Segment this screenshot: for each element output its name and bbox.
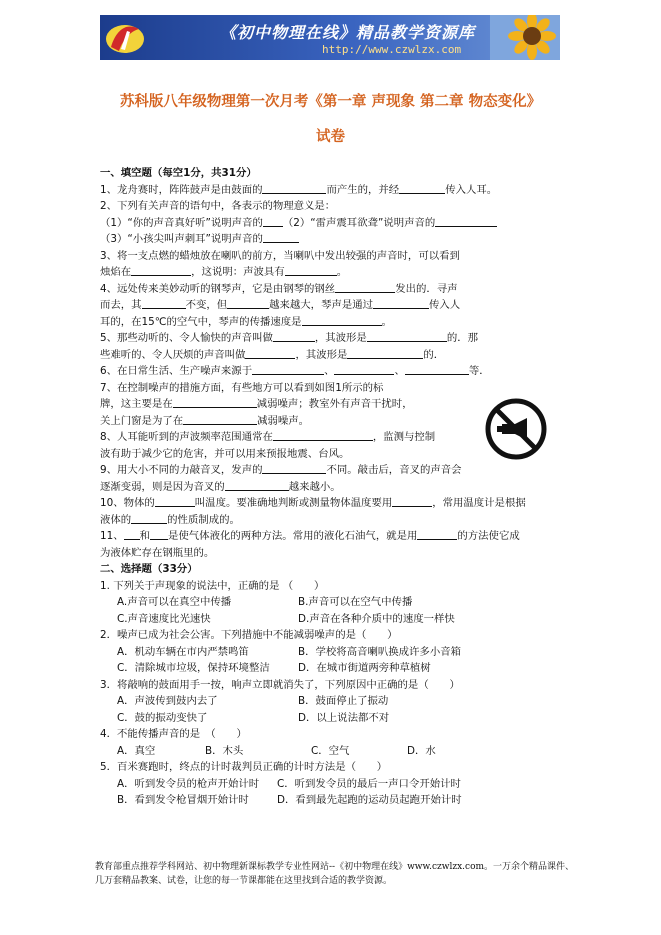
option-row: A.声音可以在真空中传播 B.声音可以在空气中传播 (117, 596, 413, 608)
option-row: C.声音速度比光速快 D.声音在各种介质中的速度一样快 (117, 612, 455, 625)
question-line: 4、远处传来美妙动听的钢琴声，它是由钢琴的钢丝 发出的．寻声 (100, 282, 458, 295)
no-horn-sign-icon (485, 398, 547, 460)
option-row: B．看到发令枪冒烟开始计时 D．看到最先起跑的运动员起跑开始计时 (117, 794, 462, 806)
sunflower-icon (490, 15, 560, 60)
question-line: 3．将敲响的鼓面用手一按，响声立即就消失了，下列原因中正确的是（ ） (100, 678, 460, 691)
section-choice-heading: 二、选择题（33分） (100, 563, 198, 575)
banner-title: 《初中物理在线》精品教学资源库 (220, 23, 476, 42)
question-line: 5．百米赛跑时，终点的计时裁判员正确的计时方法是（ ） (100, 761, 388, 773)
question-line: 液体的 的性质制成的。 (100, 513, 240, 526)
question-line: 7、在控制噪声的措施方面，有些地方可以看到如图1所示的标 (100, 381, 384, 394)
question-line: 耳的，在15℃的空气中，琴声的传播速度是 。 (100, 315, 392, 328)
section-fill-heading: 一、填空题（每空1分，共31分） (100, 167, 257, 179)
question-line: 牌，这主要是在 减弱噪声；教室外有声音干扰时， (100, 398, 413, 410)
exam-body (100, 165, 570, 809)
banner (100, 15, 560, 60)
question-line: 3、将一支点燃的蜡烛放在喇叭的前方，当喇叭中发出较强的声音时，可以看到 (100, 249, 460, 262)
question-line: 些难听的、令人厌烦的声音叫做 ，其波形是 的． (100, 348, 445, 361)
question-line: （1）“你的声音真好听”说明声音的 （2）“雷声震耳欲聋”说明声音的 (100, 215, 570, 232)
question-line: （3）“小孩尖叫声刺耳”说明声音的 (100, 231, 570, 248)
page-footer: 教育部重点推荐学科网站、初中物理新课标教学专业性网站--《初中物理在线》www.czwlzx.com。一万余个精品课件、几万套精品教案、试卷，让您的每一节课都能在这里找到合适的教学资源。 (95, 862, 575, 886)
option-row: A．声波传到鼓内去了 B．鼓面停止了振动 (117, 695, 389, 707)
option-row: C．清除城市垃圾，保持环境整洁 D．在城市街道两旁种草植树 (117, 662, 431, 674)
question-line: 关上门窗是为了在 减弱噪声。 (100, 414, 310, 427)
question-line: 而去，其 不变，但 越来越大，琴声是通过 传入人 (100, 299, 461, 311)
option-row: C．鼓的振动变快了 D．以上说法都不对 (117, 711, 390, 724)
option-row: A．听到发令员的枪声开始计时 C．听到发令员的最后一声口令开始计时 (117, 777, 461, 790)
question-line: 烛焰在 ，这说明：声波具有 。 (100, 266, 348, 278)
question-line: 逐渐变弱，则是因为音叉的 越来越小。 (100, 480, 341, 493)
question-line: 2．噪声已成为社会公害。下列措施中不能减弱噪声的是（ ） (100, 629, 398, 641)
document-subtitle: 试卷 (316, 129, 345, 145)
question-line: 为液体贮存在钢瓶里的。 (100, 546, 215, 559)
question-line: 1、龙舟赛时，阵阵鼓声是由鼓面的 而产生的，并经 传入人耳。 (100, 183, 498, 196)
question-line: 6、在日常生活、生产噪声来源于 、 、 等． (100, 365, 490, 377)
question-line: 8、人耳能听到的声波频率范围通常在 ，监测与控制 (100, 431, 436, 443)
option-row: A．真空 B．木头 C．空气 D．水 (117, 744, 436, 757)
document-title: 苏科版八年级物理第一次月考《第一章 声现象 第二章 物态变化》 (119, 94, 542, 110)
question-line: 5、那些动听的、令人愉快的声音叫做 ，其波形是 的．那 (100, 332, 478, 344)
option-row: A．机动车辆在市内严禁鸣笛 B．学校将高音喇叭换成许多小音箱 (117, 645, 461, 658)
question-line: 波有助于减少它的危害，并可以用来预报地震、台风。 (100, 447, 350, 460)
question-line: 1. 下列关于声现象的说法中，正确的是 （ ） (100, 579, 325, 592)
question-line: 9、用大小不同的力敲音叉，发声的 不同。敲击后，音叉的声音会 (100, 464, 462, 476)
logo-icon (103, 17, 147, 58)
question-line: 10、物体的 叫温度。要准确地判断或测量物体温度要用 ，常用温度计是根据 (100, 497, 526, 509)
question-line: 4．不能传播声音的是 （ ） (100, 728, 247, 740)
question-line: 11、 和 是使气体液化的两种方法。常用的液化石油气，就是用 的方法使它成 (100, 530, 520, 542)
banner-url: http://www.czwlzx.com (322, 43, 462, 56)
question-line: 2、下列有关声音的语句中，各表示的物理意义是： (100, 200, 336, 212)
